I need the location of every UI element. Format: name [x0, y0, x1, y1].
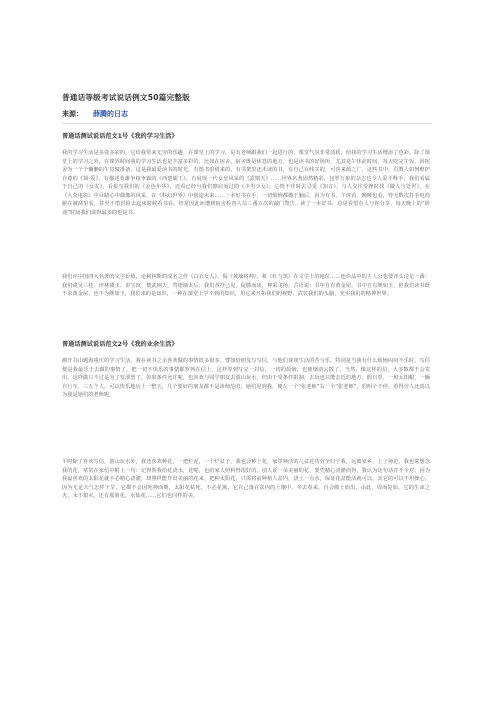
section-1-paragraph-2: 我们评中国四大名著的文学价值，论柯林斯的成名之作《白衣女人》，侃《黄埔将帅》，析《红与黑》在文学上的地位……连作品中的主人公也要评头论足一番：我们谈吴三桂、评林黛玉、讲宝钗、赞武则天，骂德墙太后；我们各抒己见，促膝而谈，神采飞扬。古语说：书中自有黄金屋，书中自有颜如玉，但我们读书既不求黄金屋，也不为颜如玉，我们求的是知识，一种在课堂上学不到的知识，用它来开拓我们的视野，武装我们的头脑，充实我们的精神世界。	[62, 274, 430, 298]
source-label: 来源：	[62, 110, 83, 118]
section-heading-2: 普通话测试说话范文2号《我的业余生活》	[62, 341, 178, 348]
section-2-paragraph-1: 搬开书山题海重压的学习生活，我在读书之余喜欢做的事情很多很多，譬如给朋友写写信，与他们谈谈生活的苦与乐。特别是当我有什么烦恼闷闷不乐时，写信便是我最乐于去做的事情了，把一切不快乐的事情都罗列在信上，这样等到写完一封信，一切的烦恼，也便烟消云散了。当然，像这样的信，大多数都不会寄出，这样做只不过是为了发泄罢了。如果条件允许呢，也喜欢与同学朋友去游山玩水，但由于受条件限制，去玩也只能去近的地方。假日里，一班太阳帽，一辆自行车，三五个人，可以快乐地玩上一整天，几个要好的朋友都不是读师范的，她们见到我，便左一个“张老师”右一个“张老师”，的叫个不停，惹得旁人还真以为我是她们的老师呢。	[62, 358, 430, 399]
section-2-paragraph-2: 平时除了喜欢写信，游山玩水外，我还喜欢种花，一把烂泥，一个烂盆子，我也会种上花，家里种活的几盆花功劳全归于我，远离家乡，上了师范，我也常想念我的花，常常在家信中附上一句：记得帮我给花浇水，花呢，也给家人照料得很好的。别人说一朵美丽的花，要凭精心浇灌而得，我认为这句话并不全对，因为我最喜欢的太阳花就不必精心浇灌，却照样能开出美丽的花来，把种太阳花，只需将前种植人盆内，浇上一点水，保证花盆能活就可以，其它的可以不用操心，因为无论天气怎样干旱，它都不会因死神而朋，太阳花枯死，不必花篱，它自己落在盆内的土壤中，冬去春来，自会破土而出，由此，周而复始，它的生命之火，永不熄灭。还有那菊花，水仙花……它们也同样的美。	[62, 459, 430, 500]
source-link[interactable]: 薛腾的日志	[93, 110, 128, 118]
document-title: 普通话等级考试说话例文50篇完整版	[62, 93, 190, 102]
section-1-paragraph-1: 我的学习生活是多姿多彩的，它给我带来无穷的乐趣。在课堂上的学习，是有老师跟我们一起进行的，课堂气氛非常活跃，给我的学习生活增添了色彩。除了课堂上的学习之外，在课外时间我的学习生活也是丰富多彩的，比如在宿舍，宿舍既是休息的地方，也是读书的好场所，尤其是午休前时间，每天吃完午饭，回宿舍为一个个慵懒的午觉做准备，这是我最爱读书的时光，有图书馆借来的，有书架里还未读的书，有自己在线买的，可喜来源之广，这些书中，有教人如何维护自尊的《简·爱》，有描述英雄争权争霸的《西楚霸王》，有展现一代女皇风采的《武则天》……世界名著固然精彩，包罗万象的杂志也令人爱不释手，我们看属于自己的《女友》，看报写我们的《金色年华》，还看已经与我们擦肩而过的《少男少女》；心情不佳时去寻觅《知音》，与人交往受挫时找《做人与处世》，在《大众电影》中目睹心中偶像的风采，在《科幻世界》中创造未来……一本好书在手，一切烦恼都抛于脑后，因为有书，午休看，晚睡也看，曾无数次打手电筒偷在被窝里看，甚至不惜冒险去起床时候看书看，经常因此而遭到宿舍检查人员三番五次的敲门警告。读了一本好书，总是看望有人与你分享，每天晚上的“卧谈”时间我们谈得最多的也是书。	[62, 150, 430, 216]
section-heading-1: 普通话测试说话范文1号《我的学习生活》	[62, 133, 178, 140]
title-divider	[62, 123, 432, 124]
source-line	[62, 109, 128, 119]
